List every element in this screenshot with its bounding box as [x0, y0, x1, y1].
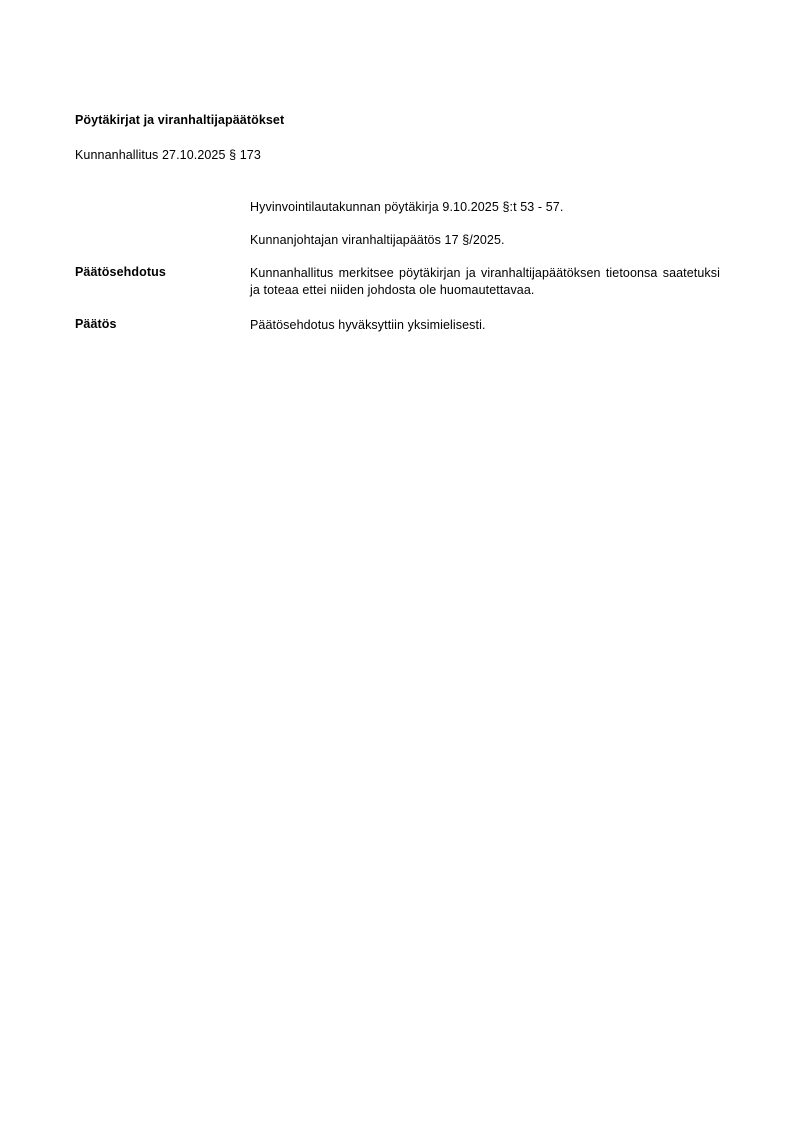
page-title: Pöytäkirjat ja viranhaltijapäätökset: [75, 113, 285, 127]
row-label-paatos: Päätös: [75, 317, 117, 331]
row-body: Hyvinvointilautakunnan pöytäkirja 9.10.2025 §:t 53 - 57.: [250, 200, 564, 214]
row-body-paatosehdotus: Kunnanhallitus merkitsee pöytäkirjan ja viranhaltijapäätöksen tietoonsa saatetuksi ja toteaa ettei niiden johdosta ole huomautettavaa.: [250, 266, 720, 297]
row-label-paatosehdotus: Päätösehdotus: [75, 265, 166, 279]
row-body-paatos: Päätösehdotus hyväksyttiin yksimielisesti.: [250, 318, 486, 332]
row-body: Kunnanjohtajan viranhaltijapäätös 17 §/2025.: [250, 233, 505, 247]
document-meta: Kunnanhallitus 27.10.2025 § 173: [75, 148, 261, 162]
